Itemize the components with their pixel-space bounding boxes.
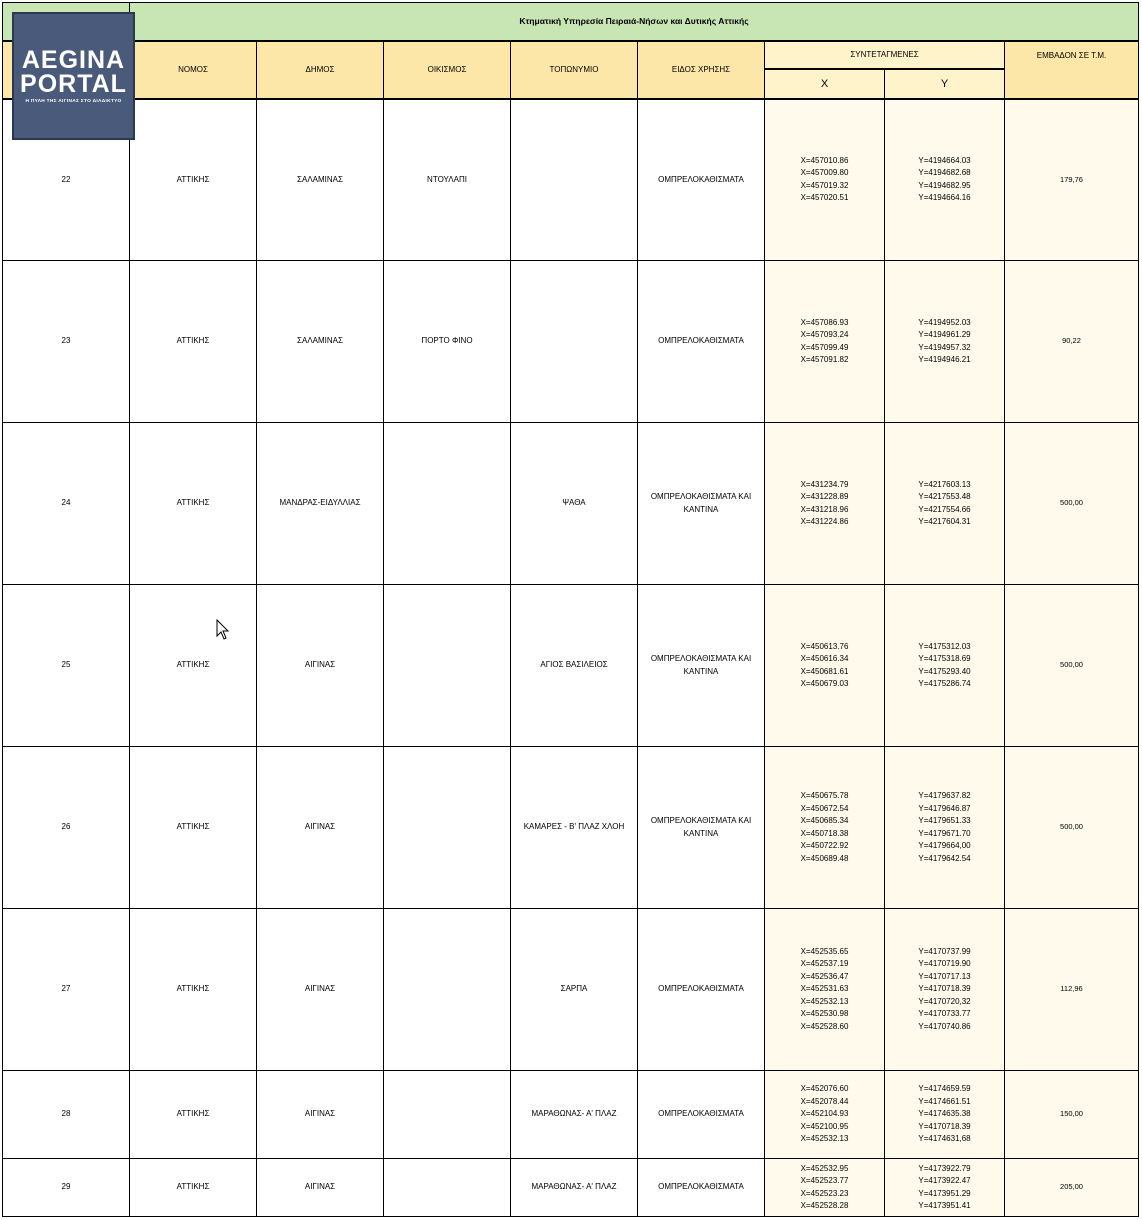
coord-y-value: Y=4217554.66 [918,504,971,514]
cell-dimos[interactable]: ΑΙΓΙΝΑΣ [257,1071,384,1159]
cell-eidos[interactable]: ΟΜΠΡΕΛΟΚΑΘΙΣΜΑΤΑ [638,1071,765,1159]
coord-y-value: Y=4194957.32 [918,342,971,352]
coord-x-value: X=452078.44 [800,1096,849,1106]
mouse-cursor-icon [216,619,230,641]
coord-y-value: Y=4173951.41 [918,1201,971,1210]
cell-area[interactable]: 500,00 [1005,585,1139,747]
header-toponymio[interactable]: ΤΟΠΩΝΥΜΙΟ [511,41,638,99]
table-row [3,99,1139,261]
coord-y-value: Y=4194952.03 [918,317,971,327]
coord-y-value: Y=4179646.87 [918,803,971,813]
coord-x-value: X=431228.89 [800,492,849,501]
logo-tagline: Η ΠΥΛΗ ΤΗΣ ΑΙΓΙΝΑΣ ΣΤΟ ΔΙΑΔΙΚΤΥΟ [25,99,122,104]
table-row [3,747,1139,909]
cell-coords-y[interactable] [885,261,1005,423]
coord-x-value: X=450722.92 [800,841,849,850]
coord-x-value: X=452104.93 [800,1109,849,1119]
coord-x-value: X=452523.77 [800,1176,849,1185]
cell-dimos[interactable]: ΑΙΓΙΝΑΣ [257,909,384,1071]
coord-y-value: Y=4170737.99 [918,946,971,956]
cell-dimos[interactable]: ΑΙΓΙΝΑΣ [257,1159,384,1217]
coord-x-value: X=457093.24 [800,330,849,339]
coord-y-value: Y=4174661.51 [918,1096,971,1106]
coord-x-value: X=431234.79 [800,479,849,489]
cell-toponymio[interactable]: ΑΓΙΟΣ ΒΑΣΙΛΕΙΟΣ [511,585,638,747]
coord-y-value: Y=4194682.68 [918,168,971,178]
cell-toponymio[interactable]: ΜΑΡΑΘΩΝΑΣ- Α' ΠΛΑΖ [511,1071,638,1159]
coord-y-value: Y=4173922.47 [918,1176,971,1185]
cell-coords-x[interactable] [765,99,885,261]
coord-y-value: Y=4175318.69 [918,654,971,663]
header-emvadon[interactable]: ΕΜΒΑΔΟΝ ΣΕ Τ.Μ. [1005,41,1139,99]
coord-y-value: Y=4179651.33 [918,816,971,825]
coord-x-value: X=452100.95 [800,1121,849,1131]
coord-y-value: Y=4217603.13 [918,479,971,489]
cell-nomos[interactable]: ΑΤΤΙΚΗΣ [130,747,257,909]
cell-area[interactable]: 90,22 [1005,261,1139,423]
header-syntetagmenes[interactable]: ΣΥΝΤΕΤΑΓΜΕΝΕΣ [765,41,1005,69]
cell-oikismos[interactable] [384,423,511,585]
cell-dimos[interactable]: ΑΙΓΙΝΑΣ [257,585,384,747]
coord-y-value: Y=4179671.70 [918,828,971,838]
coord-y-value: Y=4175286.74 [918,679,971,688]
cell-eidos[interactable]: ΟΜΠΡΕΛΟΚΑΘΙΣΜΑΤΑ ΚΑΙ ΚΑΝΤΙΝΑ [638,585,765,747]
coord-y-value: Y=4179637.82 [918,791,971,800]
sheet-title[interactable] [130,3,1139,41]
coord-y-value: Y=4175312.03 [918,641,971,651]
coord-x-value: X=457086.93 [800,317,849,327]
coord-x-value: X=452535.65 [800,946,849,956]
cell-toponymio[interactable]: ΣΑΡΠΑ [511,909,638,1071]
cell-toponymio[interactable]: ΚΑΜΑΡΕΣ - Β' ΠΛΑΖ ΧΛΟΗ [511,747,638,909]
coord-x-value: X=452076.60 [800,1084,849,1094]
cell-oikismos[interactable] [384,747,511,909]
cell-coords-x[interactable] [765,261,885,423]
cell-no[interactable]: 26 [3,747,130,909]
coord-x-value: X=452536.47 [800,971,849,981]
coord-y-value: Y=4170720,32 [918,996,971,1006]
coord-y-value: Y=4175293.40 [918,666,971,676]
coord-x-value: X=452528.60 [800,1021,849,1031]
coord-x-value: X=452528.28 [800,1201,849,1210]
cell-nomos[interactable]: ΑΤΤΙΚΗΣ [130,909,257,1071]
coord-y-value: Y=4174659.59 [918,1084,971,1094]
coord-y-value: Y=4217553.48 [918,492,971,501]
coord-x-value: X=450685.34 [800,816,849,825]
header-oikismos[interactable]: ΟΙΚΙΣΜΟΣ [384,41,511,99]
coord-x-value: X=452523.23 [800,1188,849,1198]
table-row [3,261,1139,423]
cell-no[interactable]: 28 [3,1071,130,1159]
cell-toponymio[interactable]: ΨΑΘΑ [511,423,638,585]
cell-area[interactable]: 112,96 [1005,909,1139,1071]
coord-x-value: X=457009.80 [800,168,849,178]
coord-y-value: Y=4194664.16 [918,193,971,203]
cell-area[interactable]: 205,00 [1005,1159,1139,1217]
cell-coords-x[interactable] [765,585,885,747]
cell-no[interactable]: 23 [3,261,130,423]
cell-coords-y[interactable] [885,1071,1005,1159]
coord-x-value: X=431218.96 [800,504,849,514]
logo-line2: PORTAL [20,70,127,98]
header-eidos[interactable]: ΕΙΔΟΣ ΧΡΗΣΗΣ [638,41,765,99]
cell-coords-y[interactable] [885,423,1005,585]
cell-no[interactable]: 25 [3,585,130,747]
cell-area[interactable]: 150,00 [1005,1071,1139,1159]
coord-x-value: X=450681.61 [800,666,849,676]
cell-nomos[interactable]: ΑΤΤΙΚΗΣ [130,99,257,261]
coord-y-value: Y=4173922.79 [918,1163,971,1173]
coord-x-value: X=452531.63 [800,984,849,994]
cell-coords-x[interactable] [765,909,885,1071]
cell-dimos[interactable]: ΣΑΛΑΜΙΝΑΣ [257,99,384,261]
cell-dimos[interactable]: ΣΑΛΑΜΙΝΑΣ [257,261,384,423]
cell-oikismos[interactable]: ΝΤΟΥΛΑΠΙ [384,99,511,261]
cell-nomos[interactable]: ΑΤΤΙΚΗΣ [130,423,257,585]
coord-x-value: X=452537.19 [800,959,849,969]
cell-toponymio[interactable]: ΜΑΡΑΘΩΝΑΣ- Α' ΠΛΑΖ [511,1159,638,1217]
cell-eidos[interactable]: ΟΜΠΡΕΛΟΚΑΘΙΣΜΑΤΑ [638,1159,765,1217]
header-nomos[interactable]: ΝΟΜΟΣ [130,41,257,99]
cell-no[interactable]: 29 [3,1159,130,1217]
coord-x-value: X=450672.54 [800,803,849,813]
coord-x-value: X=450718.38 [800,828,849,838]
cell-oikismos[interactable] [384,585,511,747]
cell-oikismos[interactable] [384,1159,511,1217]
coord-y-value: Y=4179664,00 [918,841,971,850]
coord-x-value: X=452532.13 [800,996,849,1006]
header-y[interactable]: Y [885,69,1005,99]
cell-area[interactable]: 500,00 [1005,423,1139,585]
sheet-title-text: Κτηματική Υπηρεσία Πειραιά-Νήσων και Δυτικής Αττικής [519,16,749,27]
table-row [3,909,1139,1071]
cell-coords-y[interactable] [885,1159,1005,1217]
coord-x-value: X=457019.32 [800,180,849,190]
cell-nomos[interactable]: ΑΤΤΙΚΗΣ [130,261,257,423]
coord-y-value: Y=4194664.03 [918,155,971,165]
table-row [3,1071,1139,1159]
coord-x-value: X=450616.34 [800,654,849,663]
cell-coords-y[interactable] [885,747,1005,909]
cell-coords-x[interactable] [765,1071,885,1159]
coord-x-value: X=431224.86 [800,517,849,526]
coord-y-value: Y=4174635.38 [918,1109,971,1119]
spreadsheet-table [2,2,1139,1217]
coord-x-value: X=450689.48 [800,853,849,863]
coord-y-value: Y=4170718.39 [918,984,971,994]
coord-y-value: Y=4170733.77 [918,1009,971,1019]
cell-no[interactable]: 22 [3,99,130,261]
cell-eidos[interactable]: ΟΜΠΡΕΛΟΚΑΘΙΣΜΑΤΑ ΚΑΙ ΚΑΝΤΙΝΑ [638,423,765,585]
coord-y-value: Y=4194961.29 [918,330,971,339]
cell-nomos[interactable]: ΑΤΤΙΚΗΣ [130,585,257,747]
coord-y-value: Y=4217604.31 [918,517,971,526]
coord-x-value: X=457099.49 [800,342,849,352]
coord-y-value: Y=4179642.54 [918,853,971,863]
cell-eidos[interactable]: ΟΜΠΡΕΛΟΚΑΘΙΣΜΑΤΑ [638,909,765,1071]
table-row [3,585,1139,747]
coord-y-value: Y=4194682.95 [918,180,971,190]
cell-coords-y[interactable] [885,99,1005,261]
header-dimos[interactable]: ΔΗΜΟΣ [257,41,384,99]
cell-nomos[interactable]: ΑΤΤΙΚΗΣ [130,1159,257,1217]
coord-y-value: Y=4170719.90 [918,959,971,969]
cell-toponymio[interactable] [511,261,638,423]
coord-y-value: Y=4170718.39 [918,1121,971,1131]
cell-oikismos[interactable]: ΠΟΡΤΟ ΦΙΝΟ [384,261,511,423]
coord-y-value: Y=4174631,68 [918,1134,971,1144]
cell-nomos[interactable]: ΑΤΤΙΚΗΣ [130,1071,257,1159]
coord-x-value: X=457010.86 [800,155,849,165]
coord-x-value: X=450679.03 [800,679,849,688]
coord-y-value: Y=4170717.13 [918,971,971,981]
cell-no[interactable]: 24 [3,423,130,585]
coord-y-value: Y=4194946.21 [918,355,971,364]
table-row [3,423,1139,585]
cell-coords-x[interactable] [765,1159,885,1217]
cell-coords-x[interactable] [765,423,885,585]
cell-coords-y[interactable] [885,909,1005,1071]
aegina-portal-logo [12,12,135,140]
cell-oikismos[interactable] [384,909,511,1071]
logo-line1: AEGINA [21,46,126,74]
cell-area[interactable]: 500,00 [1005,747,1139,909]
cell-dimos[interactable]: ΜΑΝΔΡΑΣ-ΕΙΔΥΛΛΙΑΣ [257,423,384,585]
coord-x-value: X=457091.82 [800,355,849,364]
coord-x-value: X=457020.51 [800,193,849,203]
coord-x-value: X=452532.13 [800,1134,849,1144]
coord-y-value: Y=4170740.86 [918,1021,971,1031]
table-row [3,1159,1139,1217]
cell-no[interactable]: 27 [3,909,130,1071]
cell-coords-x[interactable] [765,747,885,909]
coord-x-value: X=450613.76 [800,641,849,651]
cell-toponymio[interactable] [511,99,638,261]
cell-oikismos[interactable] [384,1071,511,1159]
cell-area[interactable]: 179,76 [1005,99,1139,261]
header-x[interactable]: X [765,69,885,99]
coord-y-value: Y=4173951.29 [918,1188,971,1198]
cell-eidos[interactable]: ΟΜΠΡΕΛΟΚΑΘΙΣΜΑΤΑ ΚΑΙ ΚΑΝΤΙΝΑ [638,747,765,909]
coord-x-value: X=452530.98 [800,1009,849,1019]
cell-eidos[interactable]: ΟΜΠΡΕΛΟΚΑΘΙΣΜΑΤΑ [638,261,765,423]
cell-eidos[interactable]: ΟΜΠΡΕΛΟΚΑΘΙΣΜΑΤΑ [638,99,765,261]
cell-coords-y[interactable] [885,585,1005,747]
cell-dimos[interactable]: ΑΙΓΙΝΑΣ [257,747,384,909]
coord-x-value: X=452532.95 [800,1163,849,1173]
coord-x-value: X=450675.78 [800,791,849,800]
